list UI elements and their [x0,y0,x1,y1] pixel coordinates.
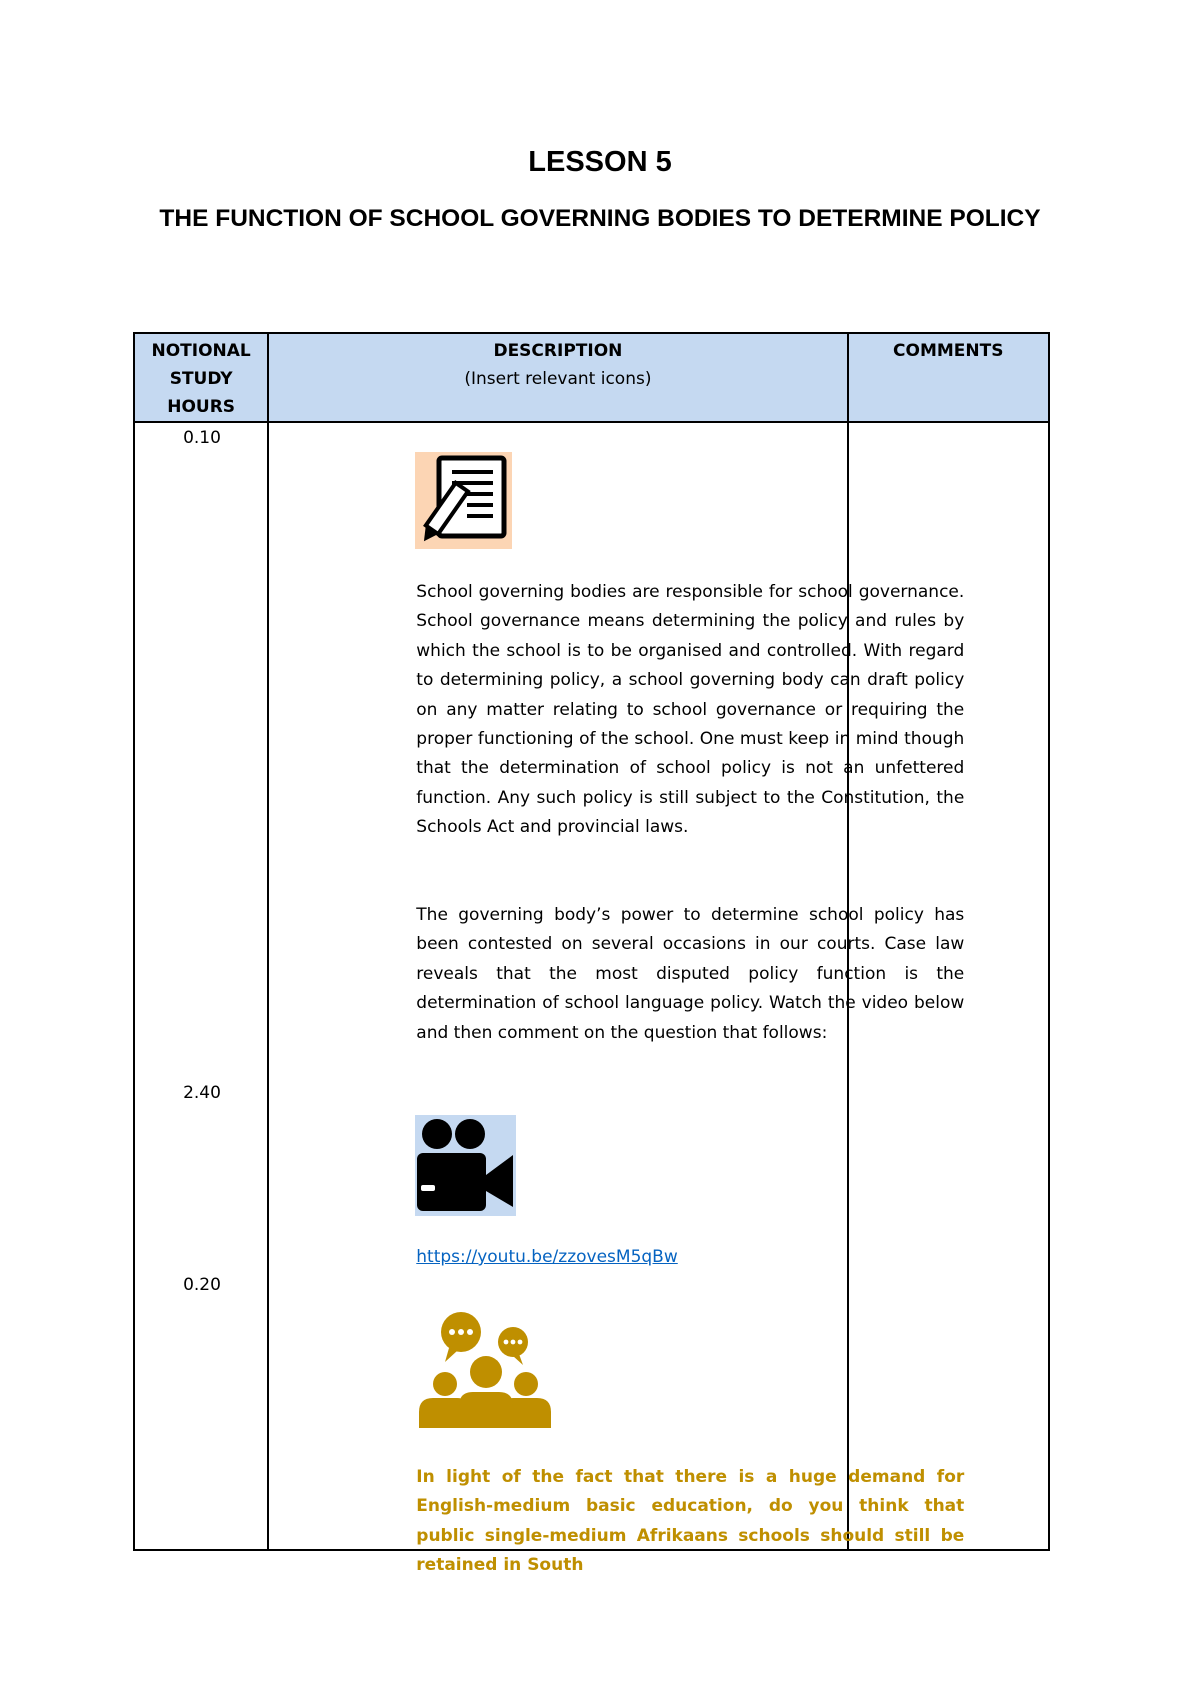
header-description [268,333,847,422]
table-header-row [134,333,1049,422]
header-hours: NOTIONAL STUDY HOURS [134,333,268,422]
study-hours-value: 2.40 [183,1083,221,1103]
video-camera-icon [415,1115,516,1216]
table-row [134,422,1049,1550]
study-hours-value: 0.10 [183,428,221,448]
group-discussion-icon [415,1310,555,1430]
header-description-label: DESCRIPTION [493,341,623,361]
lesson-subtitle: THE FUNCTION OF SCHOOL GOVERNING BODIES TO DETERMINE POLICY [159,205,1041,232]
description-paragraph: School governing bodies are responsible for school governance. School governance means determining the policy and rules by which the school is to be organised and controlled. With regard to determining policy, a school governing body can draft policy on any matter relating to school governance or requiring the proper functioning of the school. One must keep in mind though that the determination of school policy is not an unfettered function. Any such policy is still subject to the Constitution, the Schools Act and provincial laws. [416,582,965,838]
lesson-title: LESSON 5 [528,146,672,178]
header-comments: COMMENTS [848,333,1049,422]
video-link[interactable]: https://youtu.be/zzovesM5qBw [416,1247,678,1267]
description-cell [268,422,965,1576]
hours-cell [134,422,268,1550]
writing-paper-icon [415,452,512,549]
header-description-note: (Insert relevant icons) [464,369,652,389]
lesson-table [133,332,1050,1576]
description-paragraph: The governing body’s power to determine school policy has been contested on several occasions in our courts. Case law reveals that the most disputed policy function is the determination of school language policy. Watch the video below and then comment on the question that follows: [416,905,965,1043]
discussion-question: In light of the fact that there is a huge demand for English-medium basic education, do you think that public single-medium Afrikaans schools should still be retained in South [416,1467,965,1576]
study-hours-value: 0.20 [183,1275,221,1295]
